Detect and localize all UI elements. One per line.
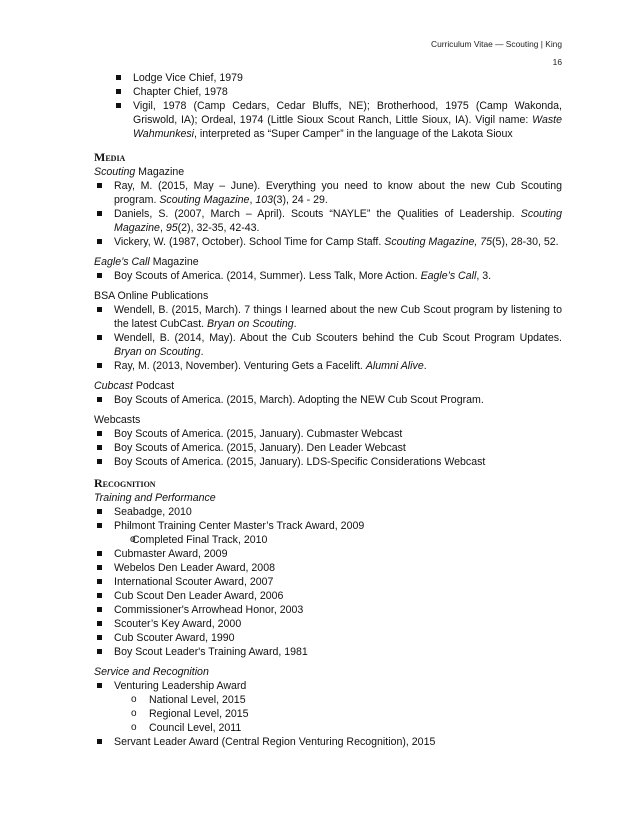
cubcast-list (94, 393, 562, 407)
subheading-bsa-online: BSA Online Publications (94, 290, 209, 302)
list-item: Webelos Den Leader Award, 2008 (94, 561, 562, 575)
podcast-title-suffix: Podcast (132, 380, 175, 392)
list-item (94, 269, 562, 283)
training-list-continued (94, 547, 562, 659)
citation-source: Scouting Magazine (159, 194, 250, 206)
citation-source: Scouting Magazine, 75 (384, 236, 493, 248)
list-item: Cub Scouter Award, 1990 (94, 631, 562, 645)
vigil-text: Vigil, 1978 (Camp Cedars, Cedar Bluffs, NE); Brotherhood, 1975 (Camp Wakonda, Griswold, IA); Ordeal, 1974 (Little Sioux Scout Ranch, Little Sioux, IA). Vigil name: (133, 100, 562, 126)
magazine-title: Eagle’s Call (94, 256, 150, 268)
philmont-sub-list (94, 533, 562, 547)
eagles-call-list (94, 269, 562, 283)
citation-text: Wendell, B. (2015, March). 7 things I learned about the new Cub Scout program by listening to the latest CubCast. (114, 304, 562, 330)
venturing-levels-list (94, 693, 562, 735)
citation-end: . (293, 318, 297, 330)
list-item (94, 207, 562, 235)
citation-end: . (200, 346, 204, 358)
service-list-continued (94, 735, 562, 749)
citation-text: Ray, M. (2013, November). Venturing Gets a Facelift. (114, 360, 366, 372)
list-item (94, 359, 562, 373)
citation-volume: 95 (165, 222, 178, 234)
list-item: Boy Scouts of America. (2015, March). Adopting the NEW Cub Scout Program. (94, 393, 562, 407)
subheading-eagles-call (94, 255, 562, 269)
citation-pages: , 3. (476, 270, 492, 282)
list-item: Commissioner's Arrowhead Honor, 2003 (94, 603, 562, 617)
training-list (94, 505, 562, 533)
subheading-cubcast (94, 379, 562, 393)
list-item (94, 331, 562, 359)
list-item: Cub Scout Den Leader Award, 2006 (94, 589, 562, 603)
subheading-scouting-magazine (94, 165, 562, 179)
citation-sep: , (159, 222, 166, 234)
list-item (94, 179, 562, 207)
citation-source: Alumni Alive (365, 360, 424, 372)
citation-pages: (3), 24 - 29. (273, 194, 328, 206)
list-item: Philmont Training Center Master’s Track Award, 2009 (94, 519, 562, 533)
service-list (94, 679, 562, 693)
citation-sep: , (249, 194, 256, 206)
subheading-webcasts: Webcasts (94, 414, 141, 426)
oa-positions-list (94, 71, 562, 141)
page-header (431, 38, 562, 68)
citation-end: . (423, 360, 427, 372)
list-item (94, 235, 562, 249)
citation-pages: (5), 28-30, 52. (492, 236, 559, 248)
magazine-title-suffix: Magazine (149, 256, 199, 268)
citation-source: Scouting Magazine (114, 208, 562, 234)
running-title: Curriculum Vitae — Scouting | King (431, 39, 562, 49)
list-item-vigil (94, 99, 562, 141)
subheading-training: Training and Performance (94, 492, 216, 504)
citation-text: Vickery, W. (1987, October). School Time for Camp Staff. (114, 236, 385, 248)
citation-source: Bryan on Scouting (114, 346, 201, 358)
citation-pages: (2), 32-35, 42-43. (177, 222, 260, 234)
magazine-title: Scouting (94, 166, 136, 178)
sub-list-item: o Regional Level, 2015 (94, 707, 562, 721)
list-item: Boy Scout Leader's Training Award, 1981 (94, 645, 562, 659)
list-item: Scouter’s Key Award, 2000 (94, 617, 562, 631)
list-item: Lodge Vice Chief, 1979 (94, 71, 562, 85)
citation-source: Eagle’s Call (420, 270, 477, 282)
citation-source: Bryan on Scouting (207, 318, 294, 330)
list-item: Boy Scouts of America. (2015, January). Den Leader Webcast (94, 441, 562, 455)
list-item: Cubmaster Award, 2009 (94, 547, 562, 561)
citation-text: Daniels, S. (2007, March – April). Scouts “NAYLE” the Qualities of Leadership. (114, 208, 521, 220)
page-content (94, 71, 562, 749)
citation-volume: 103 (255, 194, 274, 206)
list-item: Venturing Leadership Award (94, 679, 562, 693)
list-item: Boy Scouts of America. (2015, January). Cubmaster Webcast (94, 427, 562, 441)
citation-text: Wendell, B. (2014, May). About the Cub Scouters behind the Cub Scout Program Updates. (114, 332, 562, 344)
subheading-service: Service and Recognition (94, 666, 209, 678)
list-item: Seabadge, 2010 (94, 505, 562, 519)
sub-list-item: o Completed Final Track, 2010 (94, 533, 562, 547)
vigil-interpretation: , interpreted as “Super Camper” in the language of the Lakota Sioux (194, 128, 513, 140)
magazine-title-suffix: Magazine (135, 166, 185, 178)
sub-list-item: o Council Level, 2011 (94, 721, 562, 735)
sub-list-item: o National Level, 2015 (94, 693, 562, 707)
bsa-online-list (94, 303, 562, 373)
list-item (94, 303, 562, 331)
webcasts-list (94, 427, 562, 469)
list-item: Chapter Chief, 1978 (94, 85, 562, 99)
section-heading-recognition: Recognition (94, 476, 156, 490)
page-number: 16 (552, 57, 562, 67)
section-heading-media: Media (94, 150, 126, 164)
citation-text: Ray, M. (2015, May – June). Everything you need to know about the new Cub Scouting program. (114, 180, 562, 206)
list-item: Boy Scouts of America. (2015, January). LDS-Specific Considerations Webcast (94, 455, 562, 469)
citation-text: Boy Scouts of America. (2014, Summer). Less Talk, More Action. (114, 270, 421, 282)
list-item: International Scouter Award, 2007 (94, 575, 562, 589)
scouting-magazine-list (94, 179, 562, 249)
vigil-name: Waste Wahmunkesi (133, 114, 562, 140)
list-item: Servant Leader Award (Central Region Venturing Recognition), 2015 (94, 735, 562, 749)
podcast-title: Cubcast (94, 380, 133, 392)
